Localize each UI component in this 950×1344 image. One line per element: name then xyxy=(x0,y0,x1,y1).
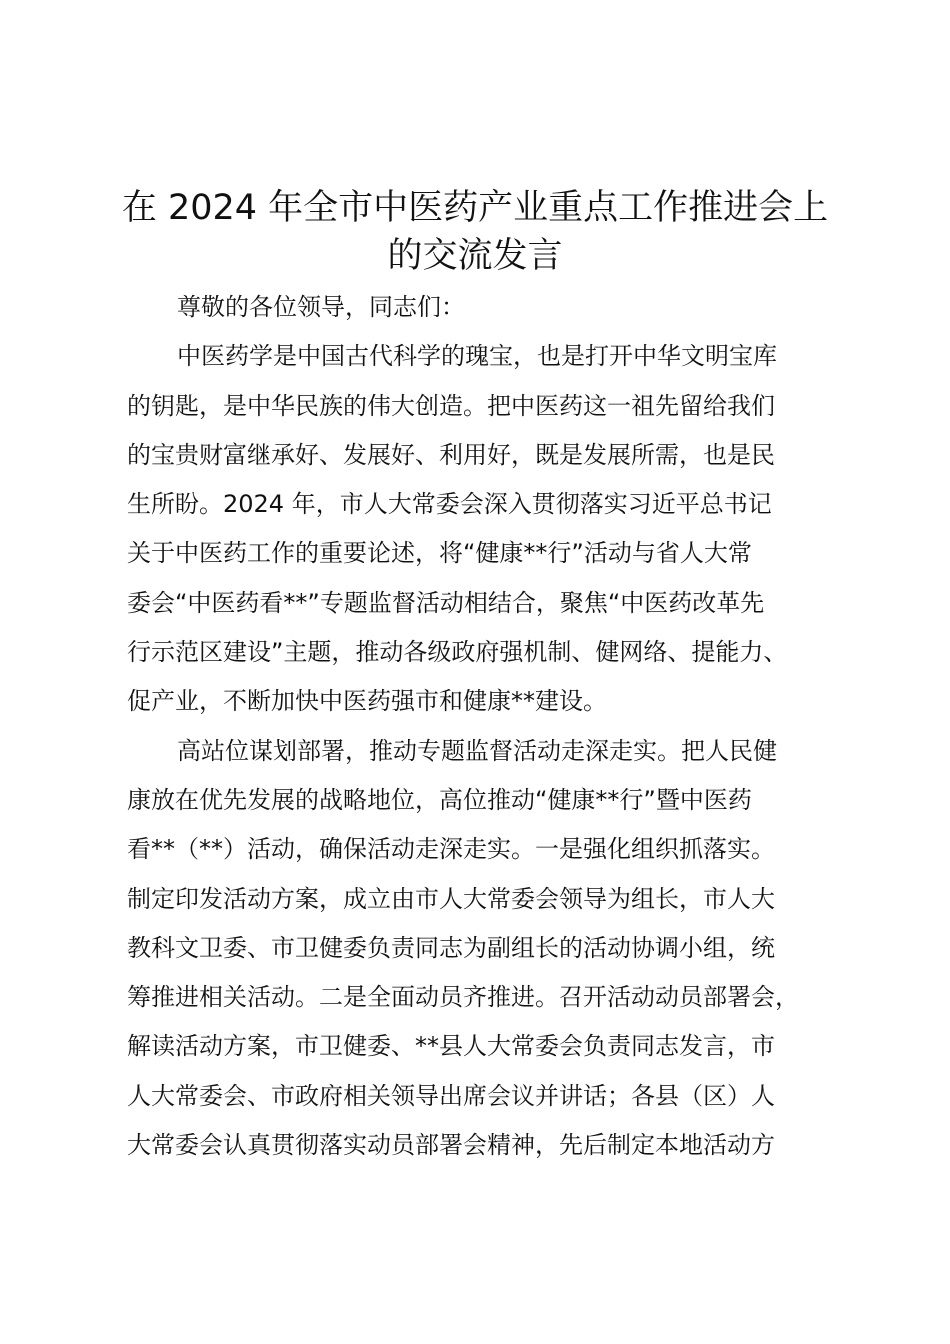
paragraph-line: 制定印发活动方案，成立由市人大常委会领导为组长，市人大 xyxy=(127,884,775,913)
document-title xyxy=(110,184,840,280)
paragraph-line: 大常委会认真贯彻落实动员部署会精神，先后制定本地活动方 xyxy=(127,1131,775,1160)
paragraph-line: 生所盼。2024 年，市人大常委会深入贯彻落实习近平总书记 xyxy=(127,490,772,519)
paragraph-line: 促产业，不断加快中医药强市和健康**建设。 xyxy=(127,687,607,716)
paragraph-line: 的宝贵财富继承好、发展好、利用好，既是发展所需，也是民 xyxy=(127,440,775,469)
paragraph-line: 关于中医药工作的重要论述，将“健康**行”活动与省人大常 xyxy=(127,539,752,568)
paragraph-line: 的钥匙，是中华民族的伟大创造。把中医药这一祖先留给我们 xyxy=(127,391,775,420)
paragraph-2 xyxy=(127,727,857,1171)
paragraph-line: 解读活动方案，市卫健委、**县人大常委会负责同志发言，市 xyxy=(127,1032,775,1061)
paragraph-line: 中医药学是中国古代科学的瑰宝，也是打开中华文明宝库 xyxy=(177,342,777,371)
greeting: 尊敬的各位领导，同志们： xyxy=(177,293,465,321)
title-line-2: 的交流发言 xyxy=(387,236,563,276)
paragraph-line: 行示范区建设”主题，推动各级政府强机制、健网络、提能力、 xyxy=(127,638,788,667)
title-line-1: 在 2024 年全市中医药产业重点工作推进会上 xyxy=(121,188,829,228)
paragraph-line: 康放在优先发展的战略地位，高位推动“健康**行”暨中医药 xyxy=(127,785,752,814)
paragraph-1 xyxy=(127,332,857,726)
paragraph-line: 人大常委会、市政府相关领导出席会议并讲话；各县（区）人 xyxy=(127,1081,775,1110)
paragraph-line: 高站位谋划部署，推动专题监督活动走深走实。把人民健 xyxy=(177,736,777,765)
paragraph-line: 筹推进相关活动。二是全面动员齐推进。召开活动动员部署会， xyxy=(127,983,799,1012)
document-body xyxy=(127,283,857,1170)
paragraph-line: 看**（**）活动，确保活动走深走实。一是强化组织抓落实。 xyxy=(127,835,775,864)
paragraph-line: 教科文卫委、市卫健委负责同志为副组长的活动协调小组，统 xyxy=(127,933,775,962)
paragraph-line: 委会“中医药看**”专题监督活动相结合，聚焦“中医药改革先 xyxy=(127,588,765,617)
